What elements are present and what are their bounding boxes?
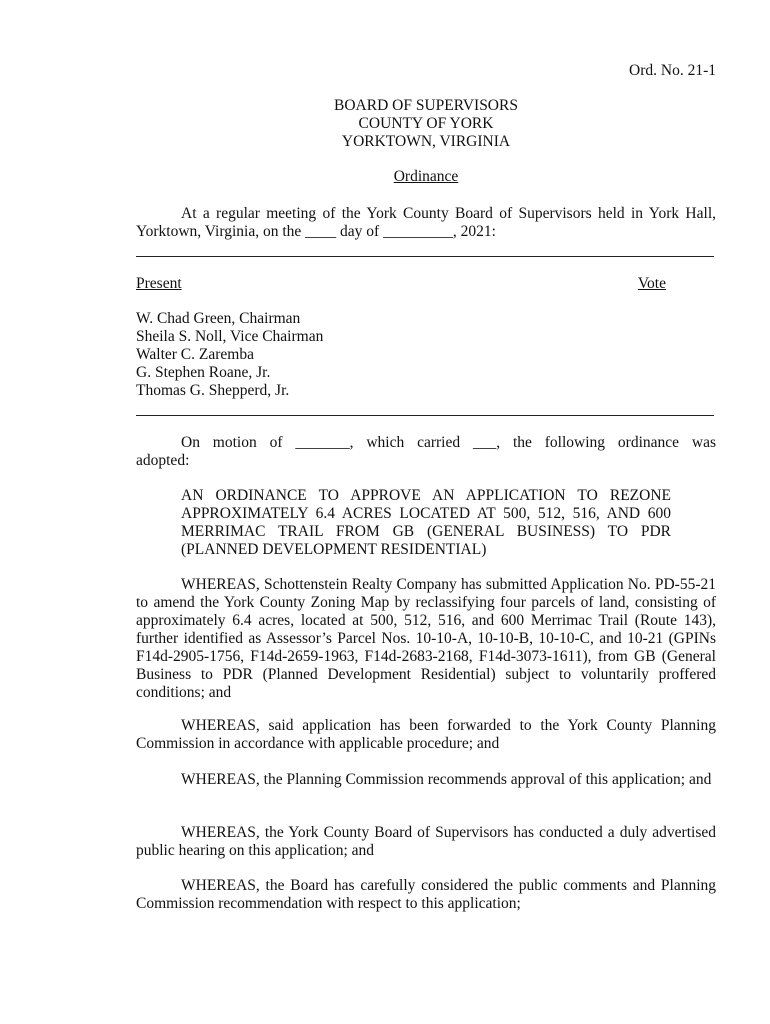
heading-line: YORKTOWN, VIRGINIA: [341, 133, 511, 150]
member-name: W. Chad Green, Chairman: [136, 310, 301, 327]
member-name: G. Stephen Roane, Jr.: [136, 364, 271, 381]
member-name: Sheila S. Noll, Vice Chairman: [136, 328, 324, 345]
heading-line: BOARD OF SUPERVISORS: [334, 97, 518, 114]
whereas-clause: WHEREAS, the Planning Commission recommends approval of this application; and: [181, 771, 712, 788]
divider: [136, 256, 714, 257]
ordinance-title: AN ORDINANCE TO APPROVE AN APPLICATION TO REZONE APPROXIMATELY 6.4 ACRES LOCATED AT 500, 512, 516, AND 600 MERRIMAC TRAIL FROM GB (GENERAL BUSINESS) TO PDR (PLANNED DEVELOPMENT RESIDENTIAL): [181, 487, 671, 558]
present-label: Present: [136, 275, 182, 292]
vote-label: Vote: [637, 275, 666, 292]
board-heading: [0, 97, 770, 151]
member-name: Walter C. Zaremba: [136, 346, 254, 363]
whereas-clause: WHEREAS, said application has been forwarded to the York County Planning Commission in accordance with applicable procedure; and: [136, 717, 716, 752]
meeting-intro: At a regular meeting of the York County Board of Supervisors held in York Hall, Yorktown, Virginia, on the ____ day of _________, 2021:: [136, 205, 716, 240]
member-name: Thomas G. Shepperd, Jr.: [136, 382, 290, 399]
members-list: [136, 310, 323, 400]
motion-text: On motion of _______, which carried ___, the following ordinance was adopted:: [136, 434, 716, 469]
heading-line: COUNTY OF YORK: [358, 115, 494, 132]
whereas-clause: WHEREAS, the Board has carefully considered the public comments and Planning Commission recommendation with respect to this application;: [136, 877, 716, 912]
whereas-clause: WHEREAS, Schottenstein Realty Company has submitted Application No. PD-55-21 to amend the York County Zoning Map by reclassifying four parcels of land, consisting of approximately 6.4 acres, located at 500, 512, 516, and 600 Merrimac Trail (Route 143), further identified as Assessor’s Parcel Nos. 10-10-A, 10-10-B, 10-10-C, and 10-21 (GPINs F14d-2905-1756, F14d-2659-1963, F14d-2683-2168, F14d-3073-1611), from GB (General Business to PDR (Planned Development Residential) subject to voluntarily proffered conditions; and: [136, 576, 716, 701]
ordinance-number: Ord. No. 21-1: [629, 62, 716, 79]
document-title: Ordinance: [393, 168, 459, 185]
divider: [136, 415, 714, 416]
whereas-clause: WHEREAS, the York County Board of Supervisors has conducted a duly advertised public hearing on this application; and: [136, 824, 716, 859]
